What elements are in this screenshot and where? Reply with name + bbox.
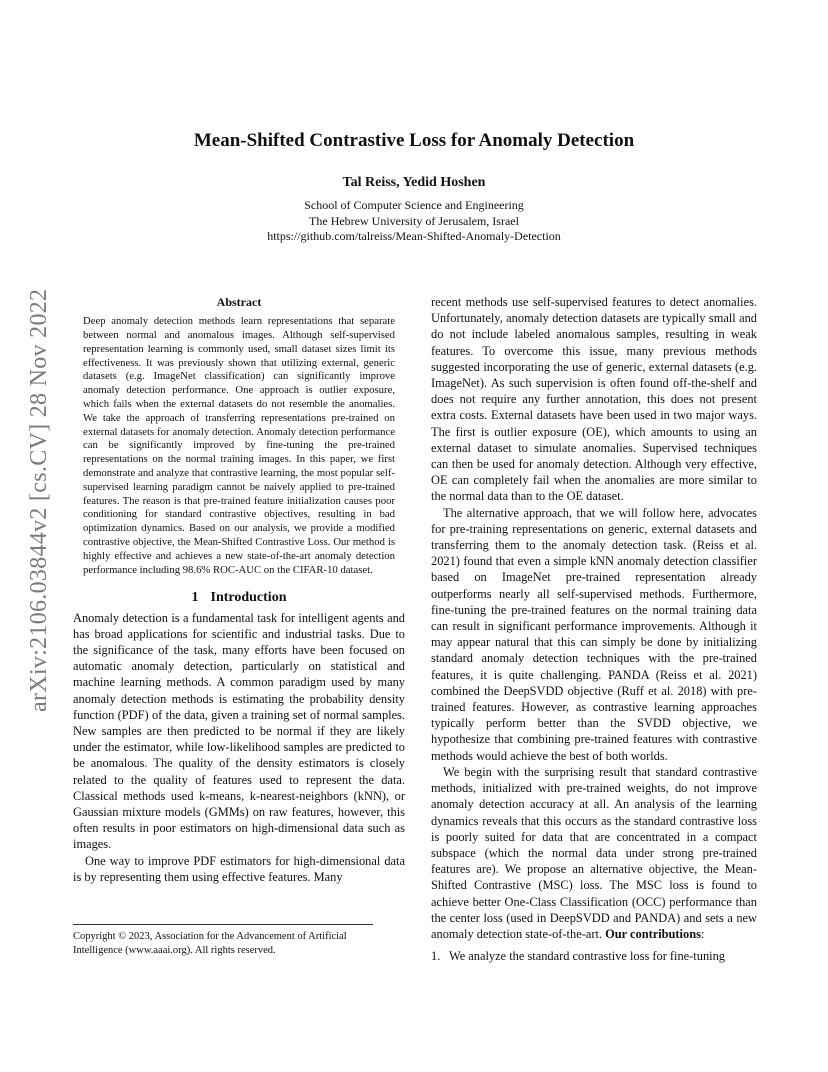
intro-paragraph-2-continued: recent methods use self-supervised features to detect anomalies. Unfortunately, anomaly detection datasets are typically small and do not include labeled anomalous samples, resulting in weak features. To overcome this issue, many previous methods suggested incorporating the use of generic, external datasets (e.g. ImageNet). As such supervision is often found off-the-shelf and does not require any further annotation, this does not present extra costs. External datasets have been used in two major ways. The first is outlier exposure (OE), which amounts to using an external dataset to simulate anomalies. Supervised techniques can then be used for anomaly detection. Although very effective, OE can completely fail when the anomalies are more similar to the normal data than to the OE dataset. (431, 295, 757, 504)
intro-paragraph-2: One way to improve PDF estimators for high-dimensional data is by representing them using effective features. Many (73, 853, 405, 884)
right-column (431, 294, 757, 964)
affiliation-line-2: The Hebrew University of Jerusalem, Israel (309, 213, 519, 228)
contributions-label: Our contributions (605, 926, 701, 941)
copyright-footnote: Copyright © 2023, Association for the Advancement of Artificial Intelligence (www.aaai.org). All rights reserved. (73, 924, 373, 958)
section-number: 1 (191, 590, 199, 606)
intro-paragraph-1: Anomaly detection is a fundamental task for intelligent agents and has broad applications for scientific and industrial tasks. Due to the significance of the task, many efforts have been focused on automatic anomaly detection, particularly on statistical and machine learning methods. A common paradigm used by many anomaly detection methods is estimating the probability density function (PDF) of the data, given a training set of normal samples. New samples are then predicted to be normal if they are likely under the estimator, while low-likelihood samples are predicted to be anomalous. The quality of the density estimators is closely related to the quality of features used to represent the data. Classical methods used k-means, k-nearest-neighbors (kNN), or Gaussian mixture models (GMMs) on raw features, however, this often results in poor estimators on high-dimensional data such as images. (73, 610, 405, 852)
section-title: Introduction (210, 590, 287, 606)
contribution-item-1-text: We analyze the standard contrastive loss for fine-tuning (449, 949, 725, 964)
arxiv-stamp-text: arXiv:2106.03844v2 [cs.CV] 28 Nov 2022 (26, 288, 52, 712)
list-marker: 1. (431, 949, 441, 964)
abstract-heading: Abstract (216, 295, 262, 309)
intro-paragraph-3: The alternative approach, that we will follow here, advocates for pre-training representations on generic, external datasets and transferring them to the anomaly detection task. (Reiss et al. 2021) found that even a simple kNN anomaly detection classifier based on ImageNet pre-trained representation already outperforms nearly all self-supervised methods. Furthermore, fine-tuning the pre-trained features on the normal training data can result in significant performance improvements. Although it may appear natural that this can simply be done by initializing standard anomaly detection techniques with the pre-trained features, it is quite challenging. PANDA (Reiss et al. 2021) combined the DeepSVDD objective (Ruff et al. 2018) with pre-trained features. However, as contrastive learning approaches typically perform better than the SVDD objective, we hypothesize that combining pre-trained features with contrastive methods would achieve the best of both worlds. (431, 505, 757, 763)
contributions-colon: : (700, 926, 705, 941)
section-heading-introduction (73, 590, 405, 606)
paper-authors: Tal Reiss, Yedid Hoshen (342, 175, 486, 190)
abstract-body: Deep anomaly detection methods learn representations that separate between normal and anomalous images. Although self-supervised representation learning is commonly used, small dataset sizes limit its effectiveness. It was previously shown that utilizing external, generic datasets (e.g. ImageNet classification) can significantly improve anomaly detection performance. One approach is outlier exposure, which fails when the external datasets do not resemble the anomalies. We take the approach of transferring representations pre-trained on external datasets for anomaly detection. Anomaly detection performance can be significantly improved by fine-tuning the pre-trained representations on the normal training images. In this paper, we first demonstrate and analyze that contrastive learning, the most popular self-supervised learning paradigm cannot be naively applied to pre-trained features. The reason is that pre-trained feature initialization causes poor conditioning for standard contrastive objectives, resulting in bad optimization dynamics. Based on our analysis, we provide a modified contrastive objective, the Mean-Shifted Contrastive Loss. Our method is highly effective and achieves a new state-of-the-art anomaly detection performance including 98.6% ROC-AUC on the CIFAR-10 dataset. (83, 315, 395, 576)
affiliation (0, 198, 828, 245)
arxiv-stamp (24, 272, 54, 712)
affiliation-url[interactable]: https://github.com/talreiss/Mean-Shifted-Anomaly-Detection (267, 229, 561, 243)
intro-paragraph-4-text: We begin with the surprising result that standard contrastive methods, initialized with pre-trained weights, do not improve anomaly detection accuracy at all. An analysis of the learning dynamics reveals that this occurs as the standard contrastive loss is poorly suited for data that are concentrated in a compact subspace (which the normal data under strong pre-trained features are). We propose an alternative objective, the Mean-Shifted Contrastive (MSC) loss. The MSC loss is found to achieve better One-Class Classification (OCC) performance than the center loss (used in DeepSVDD and PANDA) and sets a new anomaly detection state-of-the-art. (431, 764, 757, 941)
left-column (73, 294, 405, 885)
affiliation-line-1: School of Computer Science and Engineering (304, 198, 524, 212)
intro-paragraph-4 (431, 764, 757, 942)
contribution-item-1 (431, 948, 757, 964)
paper-title: Mean-Shifted Contrastive Loss for Anomaly Detection (193, 130, 635, 151)
